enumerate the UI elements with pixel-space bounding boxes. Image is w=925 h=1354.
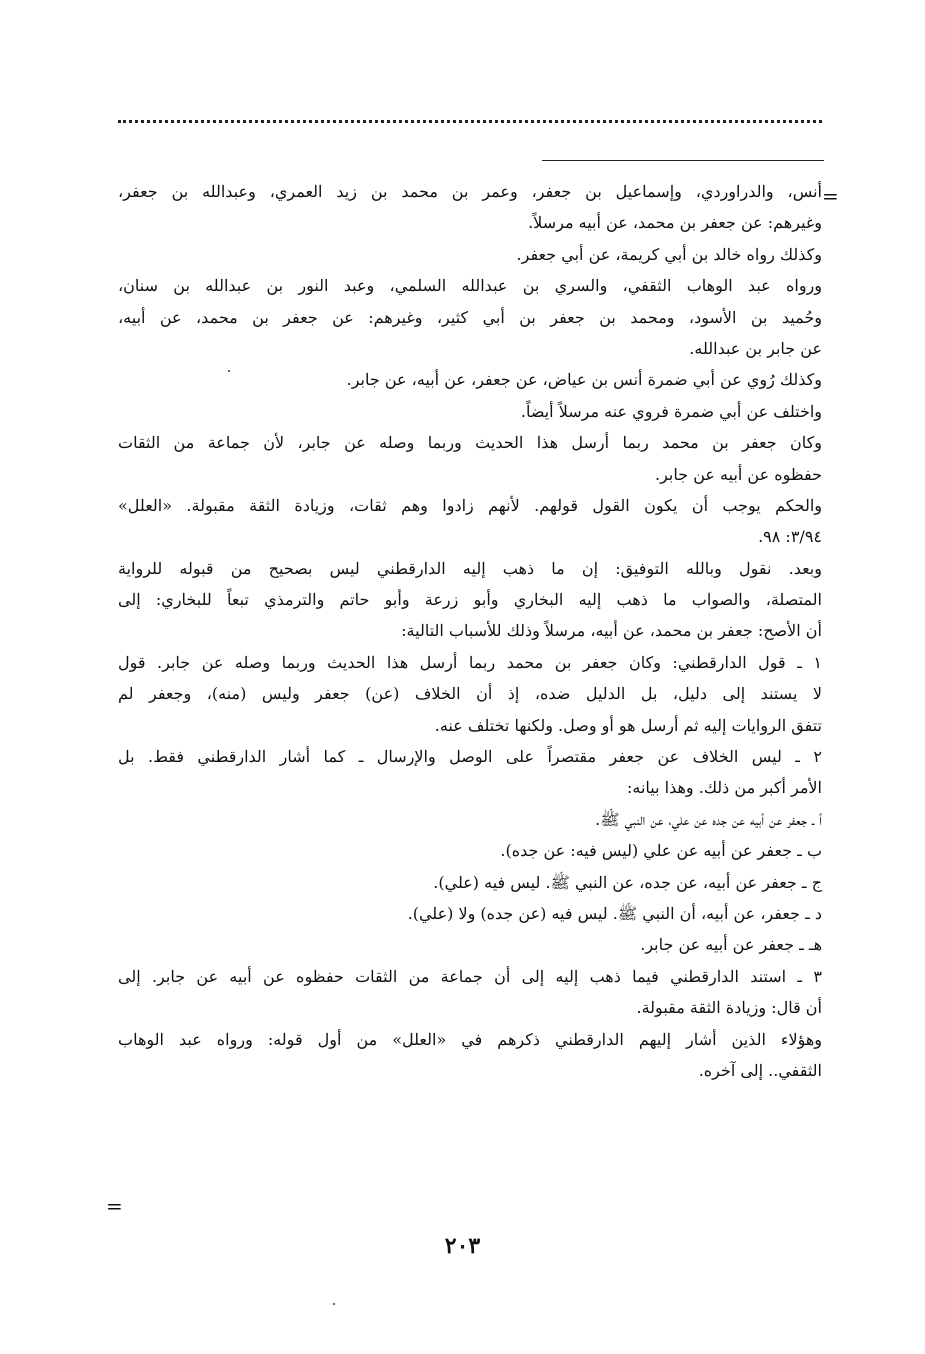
footnote-line: والحكم يوجب أن يكون القول قولهم. لأنهم زادوا وهم ثقات، وزيادة الثقة مقبولة. «العلل» [118,495,822,515]
footnote-line: حفظوه عن أبيه عن جابر. [655,464,822,484]
footnote-body [118,176,822,1086]
footnote-line: أ ـ جعفر عن أبيه عن جده عن علي، عن النبي ﷺ. [595,809,822,829]
footnote-line: ٣ ـ استند الدارقطني فيما ذهب إليه إلى أن جماعة من الثقات حفظوه عن أبيه عن جابر. إلى [118,966,822,986]
dotted-separator [118,120,822,123]
footnote-line: أنس، والدراوردي، وإسماعيل بن جعفر، وعمر بن محمد بن زيد العمري، وعبدالله بن جعفر، [118,182,822,201]
footnote-rule [542,160,824,161]
footnote-line: الأمر أكبر من ذلك. وهذا بيانه: [626,778,822,798]
footnote-line: ٣/٩٤: ٩٨. [758,527,822,547]
footnote-line: د ـ جعفر، عن أبيه، أن النبي ﷺ. ليس فيه (عن جده) ولا (علي). [407,903,822,923]
footnote-line: عن جابر بن عبدالله. [689,338,822,358]
footnote-line: وكذلك رواه خالد بن أبي كريمة، عن أبي جعفر. [516,244,822,264]
footnote-line: وكذلك رُوي عن أبي ضمرة أنس بن عياض، عن جعفر، عن أبيه، عن جابر. [346,370,822,390]
footnote-line: المتصلة، والصواب ما ذهب إليه البخاري وأبو زرعة وأبو حاتم والترمذي تبعاً للبخاري: إلى [118,590,822,610]
footnote-line: هـ ـ جعفر عن أبيه عن جابر. [640,935,822,955]
footnote-line: وكان جعفر بن محمد ربما أرسل هذا الحديث وربما وصله عن جابر، لأن جماعة من الثقات [118,433,822,453]
footnote-line: لا يستند إلى دليل، بل الدليل ضده، إذ أن الخلاف (عن) جعفر وليس (منه)، وجعفر لم [118,684,822,704]
footnote-line: ورواه عبد الوهاب الثقفي، والسري بن عبدالله السلمي، وعبد النور بن عبدالله بن سنان، [118,276,822,296]
footnote-line: ج ـ جعفر عن أبيه، عن جده، عن النبي ﷺ. ليس فيه (علي). [433,872,822,892]
page-number: ٢٠٣ [444,1233,481,1259]
footnote-line: أن الأصح: جعفر بن محمد، عن أبيه، مرسلاً وذلك للأسباب التالية: [401,621,822,641]
footnote-line: أن قال: وزيادة الثقة مقبولة. [636,998,822,1018]
continuation-mark-bottom: = [106,1194,123,1218]
footnote-line: ب ـ جعفر عن أبيه عن علي (ليس فيه: عن جده). [500,841,822,861]
footnote-line: الثقفي.. إلى آخره. [698,1060,822,1080]
footnote-line: تتفق الروايات إليه ثم أرسل هو أو وصل. ولكنها تختلف عنه. [434,715,822,735]
footnote-line: وغيرهم: عن جعفر بن محمد، عن أبيه مرسلاً. [528,213,822,233]
scan-speck [333,1303,335,1305]
continuation-mark-top: = [822,184,839,208]
footnote-line: واختلف عن أبي ضمرة فروي عنه مرسلاً أيضاً. [520,401,822,421]
footnote-line: ١ ـ قول الدارقطني: وكان جعفر بن محمد ربما أرسل هذا الحديث وربما وصله عن جابر. قول [118,652,822,672]
footnote-line: وبعد. نقول وبالله التوفيق: إن ما ذهب إليه الدارقطني ليس بصحيح من قبوله للرواية [118,558,822,578]
scan-speck [228,370,230,372]
footnote-line: وهؤلاء الذين أشار إليهم الدارقطني ذكرهم في «العلل» من أول قوله: ورواه عبد الوهاب [118,1029,822,1049]
footnote-line: وحُميد بن الأسود، ومحمد بن جعفر بن أبي كثير، وغيرهم: عن جعفر بن محمد، عن أبيه، [118,307,822,327]
footnote-line: ٢ ـ ليس الخلاف عن جعفر مقتصراً على الوصل والإرسال ـ كما أشار الدارقطني فقط. بل [118,747,822,767]
